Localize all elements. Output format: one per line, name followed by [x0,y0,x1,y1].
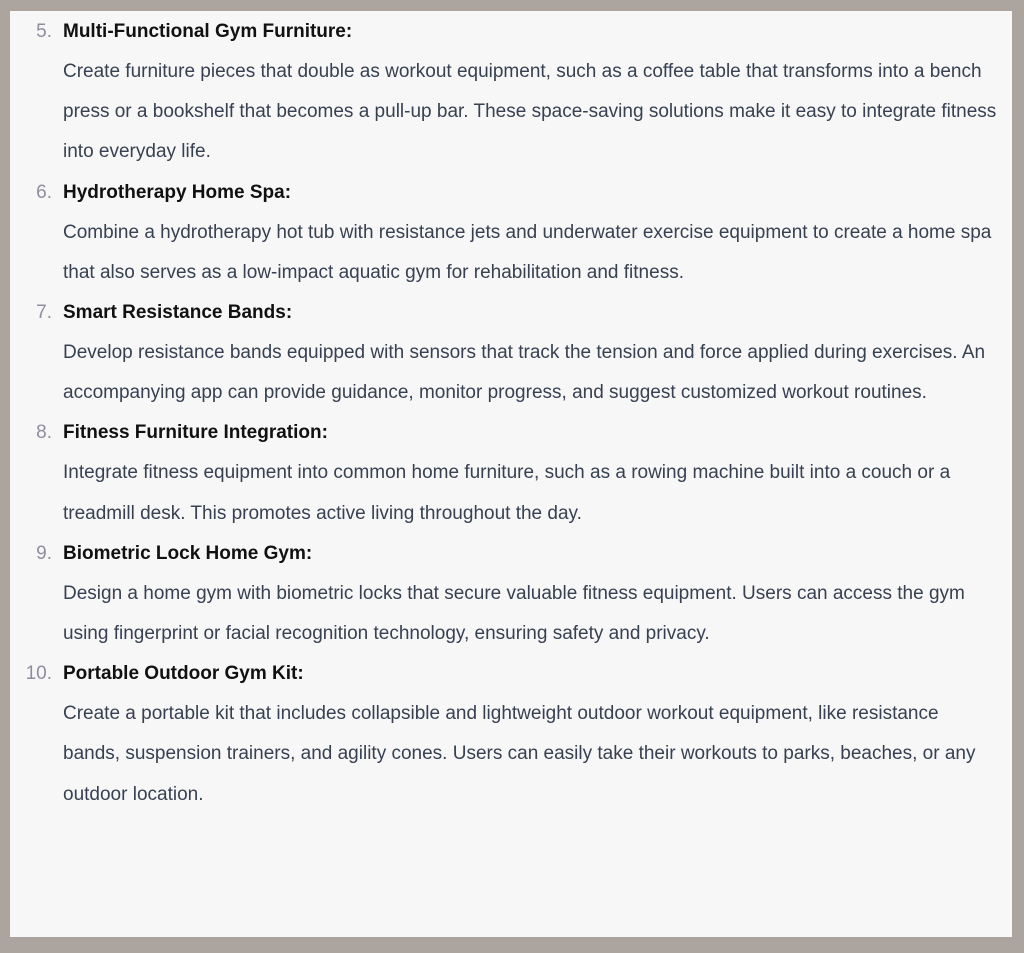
item-title: Multi-Functional Gym Furniture: [63,21,353,42]
list-number: 7. [36,302,52,324]
item-title: Biometric Lock Home Gym: [63,542,313,564]
list-number: 9. [36,542,52,564]
item-description: Combine a hydrotherapy hot tub with resistance jets and underwater exercise equipment to create a home spa that also serves as a low-impact aquatic gym for rehabilitation and fitness. [63,221,992,283]
item-description: Create a portable kit that includes collapsible and lightweight outdoor workout equipment, like resistance bands, suspension trainers, and agility cones. Users can easily take their workouts to parks, beaches, or any outdoor location. [63,703,976,805]
list-item [10,534,1012,654]
list-number: 10. [25,663,52,685]
list-number: 6. [36,181,52,203]
chat-message-panel [10,11,1012,937]
item-title: Fitness Furniture Integration: [63,422,328,444]
item-description: Develop resistance bands equipped with sensors that track the tension and force applied during exercises. An accompanying app can provide guidance, monitor progress, and suggest customized workout routines. [63,342,986,404]
list-item [10,413,1012,533]
item-title: Hydrotherapy Home Spa: [63,181,292,203]
list-number: 8. [36,422,52,444]
ideas-list [10,12,1012,815]
item-description: Create furniture pieces that double as workout equipment, such as a coffee table that transforms into a bench press or a bookshelf that becomes a pull-up bar. These space-saving solutions make it easy to integrate fitness into everyday life. [63,61,997,163]
item-title: Smart Resistance Bands: [63,302,293,324]
item-description: Design a home gym with biometric locks that secure valuable fitness equipment. Users can access the gym using fingerprint or facial recognition technology, ensuring safety and privacy. [63,582,965,645]
list-item [10,12,1012,173]
item-description: Integrate fitness equipment into common home furniture, such as a rowing machine built into a couch or a treadmill desk. This promotes active living throughout the day. [63,462,951,524]
list-item [10,293,1012,413]
list-item [10,654,1012,815]
list-number: 5. [36,21,52,42]
list-item [10,173,1012,293]
item-title: Portable Outdoor Gym Kit: [63,663,304,685]
